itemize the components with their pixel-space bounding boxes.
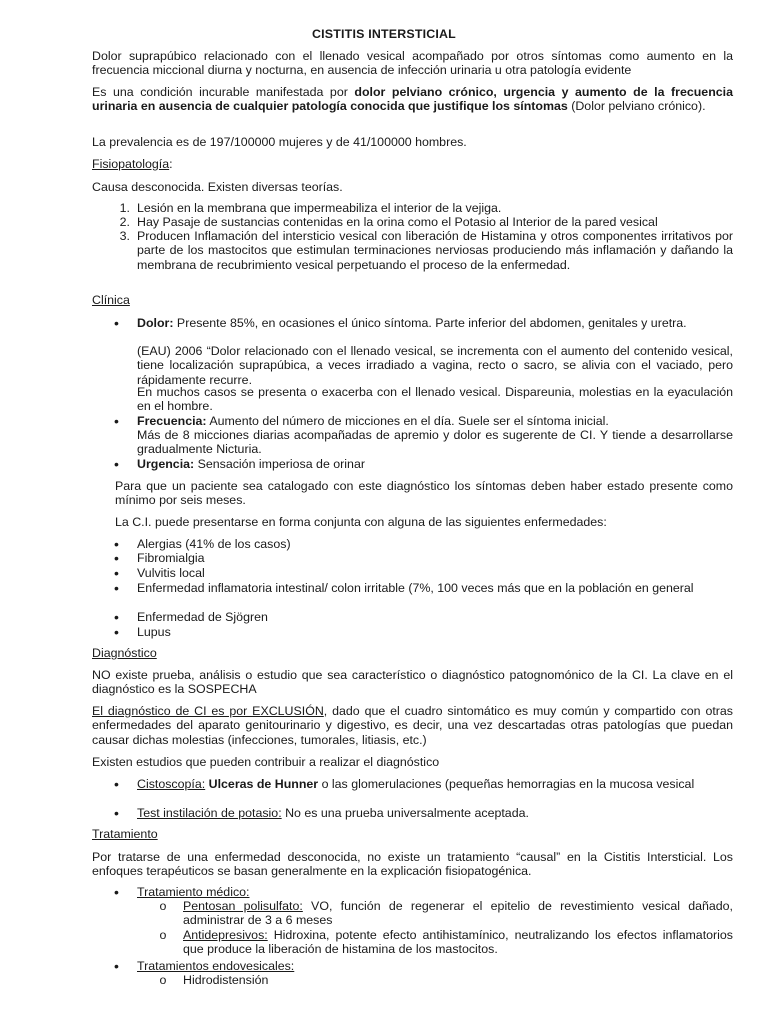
document-title: CISTITIS INTERSTICIAL bbox=[312, 27, 456, 41]
bullet-marker: • bbox=[114, 413, 119, 429]
list-item: Hay Pasaje de sustancias contenidas en la orina como el Potasio al Interior de la pared vesical bbox=[137, 215, 658, 229]
list-item: Enfermedad inflamatoria intestinal/ colon irritable (7%, 100 veces más que en la población en general bbox=[137, 581, 694, 595]
section-heading-fisiopatologia: Fisiopatología: bbox=[92, 157, 173, 171]
sub-bullet-marker: o bbox=[159, 973, 167, 987]
bullet-marker: • bbox=[114, 624, 119, 640]
bullet-marker: • bbox=[114, 776, 119, 792]
symptom-frecuencia-extra: Más de 8 micciones diarias acompañadas de apremio y dolor es sugerente de CI. Y tiende a desarrollarse gradualmente Nicturia. bbox=[137, 428, 733, 457]
section-heading-tratamiento: Tratamiento bbox=[92, 827, 158, 841]
tratamiento-endovesical: Tratamientos endovesicales: bbox=[137, 959, 295, 973]
joint-paragraph: La C.I. puede presentarse en forma conjunta con alguna de las siguientes enfermedades: bbox=[115, 515, 607, 529]
symptom-urgencia: Urgencia: Sensación imperiosa de orinar bbox=[137, 457, 365, 471]
tratamiento-medico: Tratamiento médico: bbox=[137, 885, 250, 899]
symptom-dolor-eau: (EAU) 2006 “Dolor relacionado con el llenado vesical, se incrementa con el aumento del contenido vesical, tiene localización suprapúbica, a veces irradiado a vagina, recto o sacro, se alivia con el vaciado, pero rápidamente recurre. bbox=[137, 344, 733, 387]
sub-bullet-marker: o bbox=[159, 928, 167, 942]
symptom-frecuencia: Frecuencia: Aumento del número de micciones en el día. Suele ser el síntoma inicial. bbox=[137, 414, 609, 428]
list-item: Lesión en la membrana que impermeabiliza el interior de la vejiga. bbox=[137, 201, 502, 215]
bullet-marker: • bbox=[114, 536, 119, 552]
symptom-dolor: Dolor: Presente 85%, en ocasiones el único síntoma. Parte inferior del abdomen, genitales y uretra. bbox=[137, 316, 687, 330]
diagnostico-paragraph-3: Existen estudios que pueden contribuir a realizar el diagnóstico bbox=[92, 755, 440, 769]
list-number: 3. bbox=[119, 229, 130, 243]
bullet-marker: • bbox=[114, 315, 119, 331]
intro-paragraph: Dolor suprapúbico relacionado con el llenado vesical acompañado por otros síntomas como aumento en la frecuencia miccional diurna y nocturna, en ausencia de infección urinaria u otra patología evidente bbox=[92, 49, 733, 78]
prevalence-paragraph: La prevalencia es de 197/100000 mujeres y de 41/100000 hombres. bbox=[92, 135, 467, 149]
list-item: Enfermedad de Sjögren bbox=[137, 610, 268, 624]
bullet-marker: • bbox=[114, 456, 119, 472]
list-item: Fibromialgia bbox=[137, 551, 205, 565]
list-number: 2. bbox=[119, 215, 130, 229]
bullet-marker: • bbox=[114, 805, 119, 821]
list-number: 1. bbox=[119, 201, 130, 215]
tratamiento-paragraph: Por tratarse de una enfermedad desconocida, no existe un tratamiento “causal” en la Cistitis Intersticial. Los enfoques terapéuticos se basan generalmente en la explicación fisiopatogénica. bbox=[92, 850, 733, 879]
list-item: Lupus bbox=[137, 625, 171, 639]
bullet-marker: • bbox=[114, 884, 119, 900]
diagnostico-paragraph-2: El diagnóstico de CI es por EXCLUSIÓN, dado que el cuadro sintomático es muy común y compartido con otras enfermedades del aparato genitourinario y digestivo, es decir, una vez descartadas otras patologías que puedan causar dichas molestias (infecciones, tumorales, litiasis, etc.) bbox=[92, 704, 733, 747]
section-heading-clinica: Clínica bbox=[92, 293, 130, 307]
drug-pentosan: Pentosan polisulfato: VO, función de regenerar el epitelio de revestimiento vesical dañado, administrar de 3 a 6 meses bbox=[183, 899, 733, 928]
bullet-marker: • bbox=[114, 565, 119, 581]
list-item: Producen Inflamación del intersticio vesical con liberación de Histamina y otros componentes irritativos por parte de los mastocitos que estimulan terminaciones nerviosas produciendo más inflamación y dañando la membrana de recubrimiento vesical perpetuando el proceso de la enfermedad. bbox=[137, 229, 733, 272]
list-item: Vulvitis local bbox=[137, 566, 205, 580]
symptom-dolor-extra: En muchos casos se presenta o exacerba con el llenado vesical. Dispareunia, molestias en la eyaculación en el hombre. bbox=[137, 385, 733, 414]
bullet-marker: • bbox=[114, 550, 119, 566]
bullet-marker: • bbox=[114, 580, 119, 596]
condition-bold-text: dolor pelviano crónico, urgencia y aumento de la frecuencia urinaria en ausencia de cualquier patología conocida que justifique los síntomas bbox=[92, 85, 733, 114]
hidrodistension-item: Hidrodistensión bbox=[183, 973, 269, 987]
drug-antidepresivos: Antidepresivos: Hidroxina, potente efecto antihistamínico, neutralizando los efectos inflamatorios que produce la liberación de histamina de los mastocitos. bbox=[183, 928, 733, 957]
bullet-marker: • bbox=[114, 609, 119, 625]
bullet-marker: • bbox=[114, 958, 119, 974]
condition-paragraph: Es una condición incurable manifestada por dolor pelviano crónico, urgencia y aumento de la frecuencia urinaria en ausencia de cualquier patología conocida que justifique los síntomas (Dolor pelviano crónico). bbox=[92, 85, 733, 114]
sub-bullet-marker: o bbox=[159, 899, 167, 913]
study-potasio: Test instilación de potasio: No es una prueba universalmente aceptada. bbox=[137, 806, 529, 820]
fisio-intro: Causa desconocida. Existen diversas teorías. bbox=[92, 180, 343, 194]
section-heading-diagnostico: Diagnóstico bbox=[92, 646, 157, 660]
catalog-paragraph: Para que un paciente sea catalogado con este diagnóstico los síntomas deben haber estado presente como mínimo por seis meses. bbox=[115, 479, 733, 508]
study-cistoscopia: Cistoscopía: Ulceras de Hunner o las glomerulaciones (pequeñas hemorragias en la mucosa vesical bbox=[137, 777, 695, 791]
list-item: Alergias (41% de los casos) bbox=[137, 537, 291, 551]
diagnostico-paragraph-1: NO existe prueba, análisis o estudio que sea característico o diagnóstico patognomónico de la CI. La clave en el diagnóstico es la SOSPECHA bbox=[92, 668, 733, 697]
